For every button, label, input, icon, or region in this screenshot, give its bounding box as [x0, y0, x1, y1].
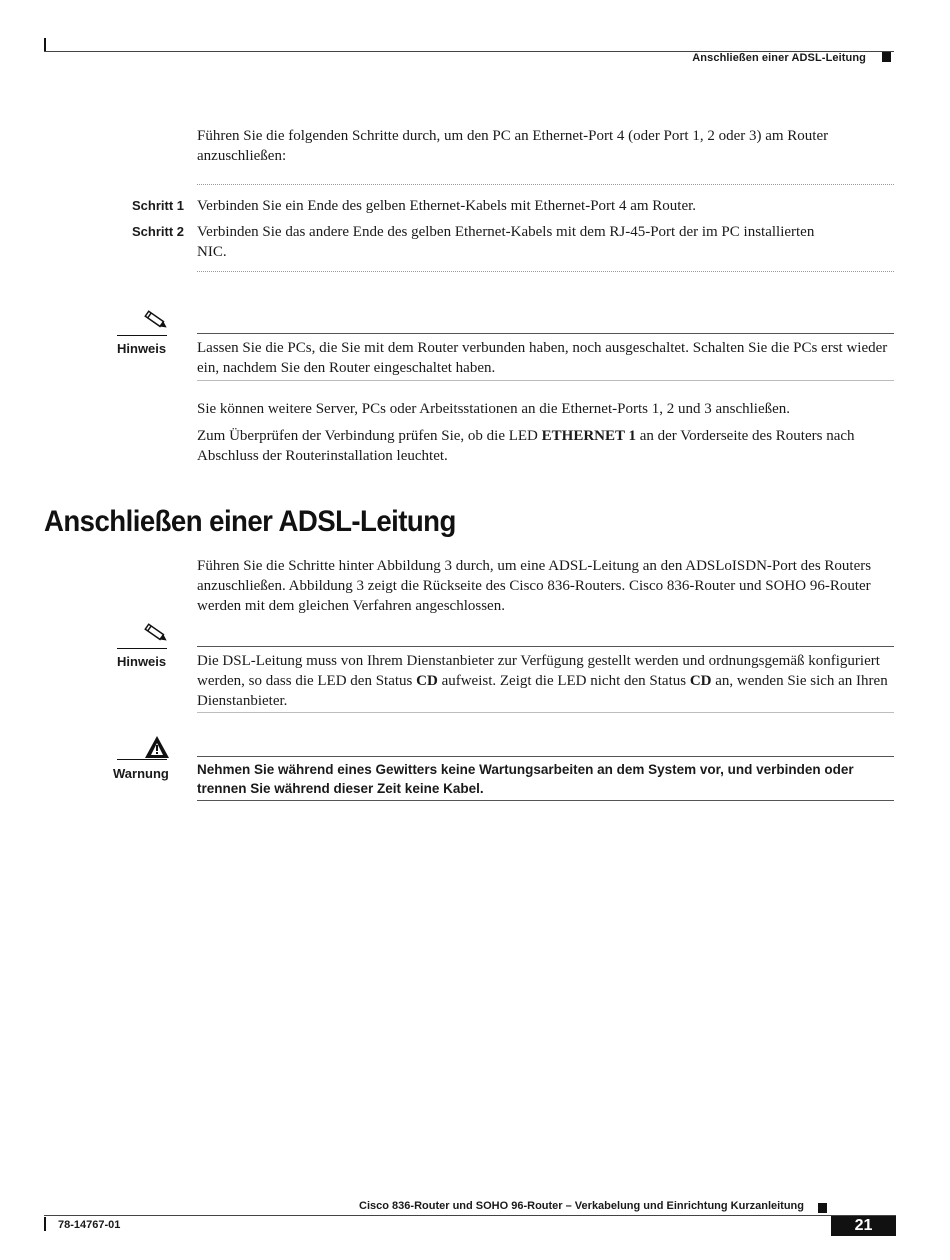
header-block-marker	[882, 52, 891, 62]
warning-bottom-rule	[197, 800, 894, 801]
footer-block-marker	[818, 1203, 827, 1213]
note-1-text: Lassen Sie die PCs, die Sie mit dem Router verbunden haben, noch ausgeschaltet. Schalten Sie die PCs erst wieder ein, nachdem Sie den Router eingeschaltet haben.	[197, 340, 888, 376]
warning-text: Nehmen Sie während eines Gewitters keine Wartungsarbeiten an dem System vor, und verbinden oder trennen Sie während dieser Zeit keine Kabel.	[197, 762, 854, 796]
section-heading: Anschließen einer ADSL-Leitung	[44, 505, 456, 538]
note-1-bottom-rule	[197, 380, 894, 381]
steps-top-rule	[197, 184, 894, 185]
led-ethernet-label: ETHERNET 1	[541, 428, 636, 444]
pencil-icon	[140, 623, 172, 647]
warning-label: Warnung	[113, 766, 169, 781]
pencil-icon	[140, 310, 172, 334]
warning-triangle-icon	[143, 734, 171, 760]
footer-doc-number: 78-14767-01	[58, 1219, 121, 1231]
note-2-bottom-rule	[197, 712, 894, 713]
note-2-label: Hinweis	[117, 654, 167, 669]
step-1-text: Verbinden Sie ein Ende des gelben Ethernet-Kabels mit Ethernet-Port 4 am Router.	[197, 198, 697, 214]
warning-top-rule	[197, 756, 894, 757]
note-1-label: Hinweis	[117, 341, 167, 356]
steps-bottom-rule	[197, 271, 894, 272]
footer-book-title: Cisco 836-Router und SOHO 96-Router – Verkabelung und Einrichtung Kurzanleitung	[359, 1200, 804, 1212]
step-2-label: Schritt 2	[132, 224, 185, 239]
warning-icon-rule	[117, 759, 167, 760]
step-1-label: Schritt 1	[132, 198, 185, 213]
running-title: Anschließen einer ADSL-Leitung	[692, 52, 866, 64]
paragraph-led-check: Zum Überprüfen der Verbindung prüfen Sie, ob die LED ETHERNET 1 an der Vorderseite des Routers nach Abschluss der Routerinstallation leuchtet.	[197, 428, 855, 464]
note-1-top-rule	[197, 333, 894, 334]
footer-left-bar	[44, 1217, 46, 1231]
page-number: 21	[831, 1216, 896, 1236]
note-1-icon-rule	[117, 335, 167, 336]
section-intro: Führen Sie die Schritte hinter Abbildung 3 durch, um eine ADSL-Leitung an den ADSLoISDN-Port des Routers anzuschließen. Abbildung 3 zeigt die Rückseite des Cisco 836-Routers. Cisco 836-Router und SOHO 96-Router werden mit dem gleichen Verfahren angeschlossen.	[197, 558, 872, 614]
intro-paragraph: Führen Sie die folgenden Schritte durch, um den PC an Ethernet-Port 4 (oder Port 1, 2 oder 3) am Router anzuschließen:	[197, 128, 829, 164]
step-2-text: Verbinden Sie das andere Ende des gelben Ethernet-Kabels mit dem RJ-45-Port der im PC installierten NIC.	[197, 224, 815, 260]
note-2-text: Die DSL-Leitung muss von Ihrem Dienstanbieter zur Verfügung gestellt werden und ordnungsgemäß konfiguriert werden, so dass die LED den Status CD aufweist. Zeigt die LED nicht den Status CD an, wenden Sie sich an Ihren Dienstanbieter.	[197, 653, 888, 709]
note-2-top-rule	[197, 646, 894, 647]
note-2-icon-rule	[117, 648, 167, 649]
footer-rule	[44, 1215, 896, 1216]
header-left-bar	[44, 38, 46, 52]
paragraph-ports: Sie können weitere Server, PCs oder Arbeitsstationen an die Ethernet-Ports 1, 2 und 3 anschließen.	[197, 401, 791, 417]
